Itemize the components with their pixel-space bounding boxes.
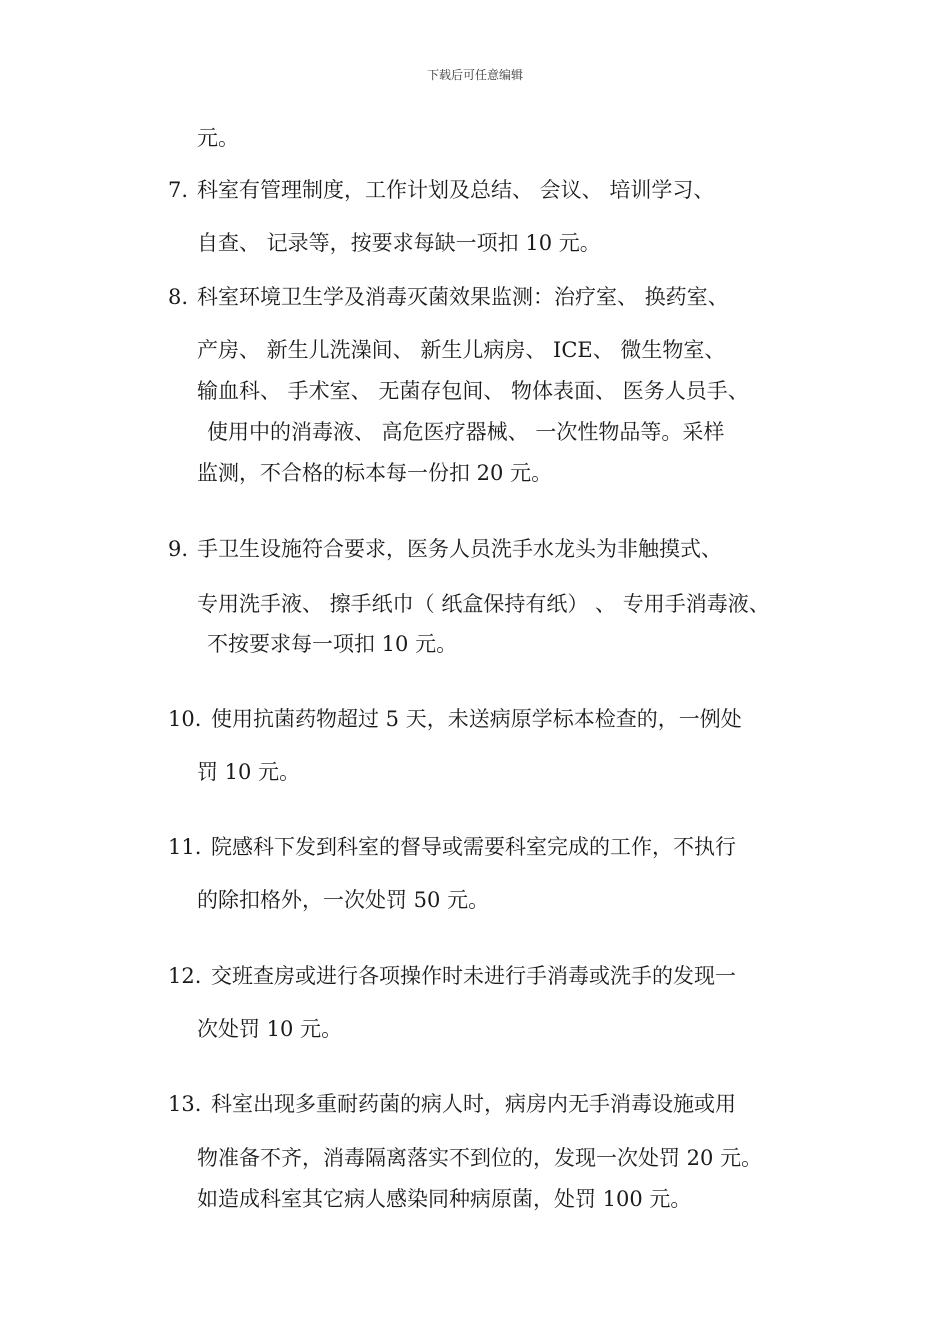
page-header: 下载后可任意编辑 — [426, 68, 523, 82]
text-line: 元。 — [197, 126, 239, 150]
item-number-11: 11. — [168, 835, 202, 859]
item-13-line-3: 如造成科室其它病人感染同种病原菌，处罚 100 元。 — [197, 1187, 692, 1211]
item-number-7: 7. — [168, 178, 189, 202]
item-12-line-1: 交班查房或进行各项操作时未进行手消毒或洗手的发现一 — [211, 964, 736, 988]
item-10-line-2: 罚 10 元。 — [197, 760, 301, 784]
item-7-line-1: 科室有管理制度，工作计划及总结、 会议、 培训学习、 — [197, 178, 715, 202]
item-8-line-2: 产房、 新生儿洗澡间、 新生儿病房、 ICE、 微生物室、 — [197, 338, 726, 362]
item-11-line-1: 院感科下发到科室的督导或需要科室完成的工作，不执行 — [211, 835, 736, 859]
item-number-12: 12. — [168, 964, 202, 988]
item-number-13: 13. — [168, 1092, 202, 1116]
item-8-line-3: 输血科、 手术室、 无菌存包间、 物体表面、 医务人员手、 — [197, 379, 749, 403]
item-9-line-3: 不按要求每一项扣 10 元。 — [207, 632, 458, 656]
item-9-line-2: 专用洗手液、 擦手纸巾（ 纸盒保持有纸） 、 专用手消毒液、 — [197, 592, 770, 616]
item-7-line-2: 自查、 记录等，按要求每缺一项扣 10 元。 — [197, 231, 601, 255]
item-8-line-1: 科室环境卫生学及消毒灭菌效果监测：治疗室、 换药室、 — [197, 285, 729, 309]
item-number-8: 8. — [168, 285, 189, 309]
item-8-line-4: 使用中的消毒液、 高危医疗器械、 一次性物品等。采样 — [207, 420, 725, 444]
item-12-line-2: 次处罚 10 元。 — [197, 1017, 343, 1041]
item-number-9: 9. — [168, 537, 189, 561]
item-9-line-1: 手卫生设施符合要求，医务人员洗手水龙头为非触摸式、 — [197, 537, 722, 561]
item-8-line-5: 监测，不合格的标本每一份扣 20 元。 — [197, 461, 553, 485]
item-10-line-1: 使用抗菌药物超过 5 天，未送病原学标本检查的，一例处 — [211, 707, 742, 731]
item-number-10: 10. — [168, 707, 202, 731]
item-11-line-2: 的除扣格外，一次处罚 50 元。 — [197, 888, 490, 912]
item-13-line-1: 科室出现多重耐药菌的病人时，病房内无手消毒设施或用 — [211, 1092, 736, 1116]
item-13-line-2: 物准备不齐，消毒隔离落实不到位的，发现一次处罚 20 元。 — [197, 1146, 763, 1170]
